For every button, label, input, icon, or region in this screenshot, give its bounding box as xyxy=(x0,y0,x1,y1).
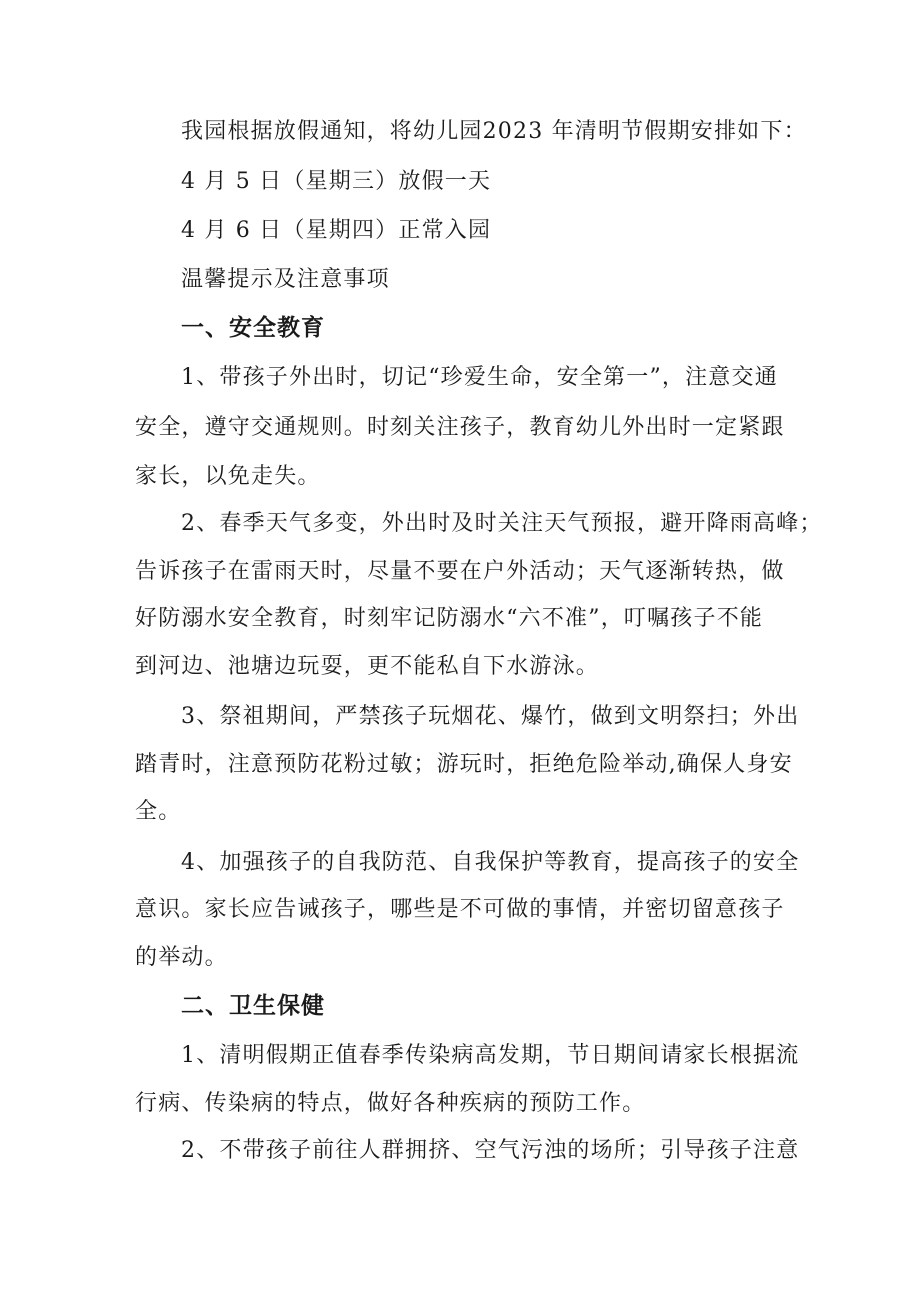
section1-item3-line1: 3、祭祖期间，严禁孩子玩烟花、爆竹，做到文明祭扫；外出 xyxy=(181,704,800,729)
section2-heading: 二、卫生保健 xyxy=(181,993,325,1019)
tips-title: 温馨提示及注意事项 xyxy=(181,267,390,292)
intro-day-off: 4 月 5 日（星期三）放假一天 xyxy=(181,169,492,194)
intro-day-back: 4 月 6 日（星期四）正常入园 xyxy=(181,218,492,243)
section1-item3-line3: 全。 xyxy=(135,799,182,824)
section1-item1-line3: 家长，以免走失。 xyxy=(135,464,321,489)
section1-heading: 一、安全教育 xyxy=(181,315,325,341)
section1-item1-line1: 1、带孩子外出时，切记“珍爱生命，安全第一”，注意交通 xyxy=(181,365,778,390)
section1-item4-line1: 4、加强孩子的自我防范、自我保护等教育，提高孩子的安全 xyxy=(181,850,800,875)
section1-item4-line2: 意识。家长应告诫孩子，哪些是不可做的事情，并密切留意孩子 xyxy=(135,897,785,922)
section1-item4-line3: 的举动。 xyxy=(135,945,228,970)
section1-item2-line1: 2、春季天气多变，外出时及时关注天气预报，避开降雨高峰； xyxy=(181,511,823,536)
section1-item2-line4: 到河边、池塘边玩耍，更不能私自下水游泳。 xyxy=(135,654,600,679)
intro-notice: 我园根据放假通知，将幼儿园2023 年清明节假期安排如下： xyxy=(181,119,807,144)
section2-item2-line1: 2、不带孩子前往人群拥挤、空气污浊的场所；引导孩子注意 xyxy=(181,1138,800,1163)
section2-item1-line1: 1、清明假期正值春季传染病高发期，节日期间请家长根据流 xyxy=(181,1043,800,1068)
section1-item2-line3: 好防溺水安全教育，时刻牢记防溺水“六不准”，叮嘱孩子不能 xyxy=(135,606,764,631)
section1-item1-line2: 安全，遵守交通规则。时刻关注孩子，教育幼儿外出时一定紧跟 xyxy=(135,415,785,440)
section1-item2-line2: 告诉孩子在雷雨天时，尽量不要在户外活动；天气逐渐转热，做 xyxy=(135,559,785,584)
section1-item3-line2: 踏青时，注意预防花粉过敏；游玩时，拒绝危险举动,确保人身安 xyxy=(135,752,793,777)
section2-item1-line2: 行病、传染病的特点，做好各种疾病的预防工作。 xyxy=(135,1091,646,1116)
